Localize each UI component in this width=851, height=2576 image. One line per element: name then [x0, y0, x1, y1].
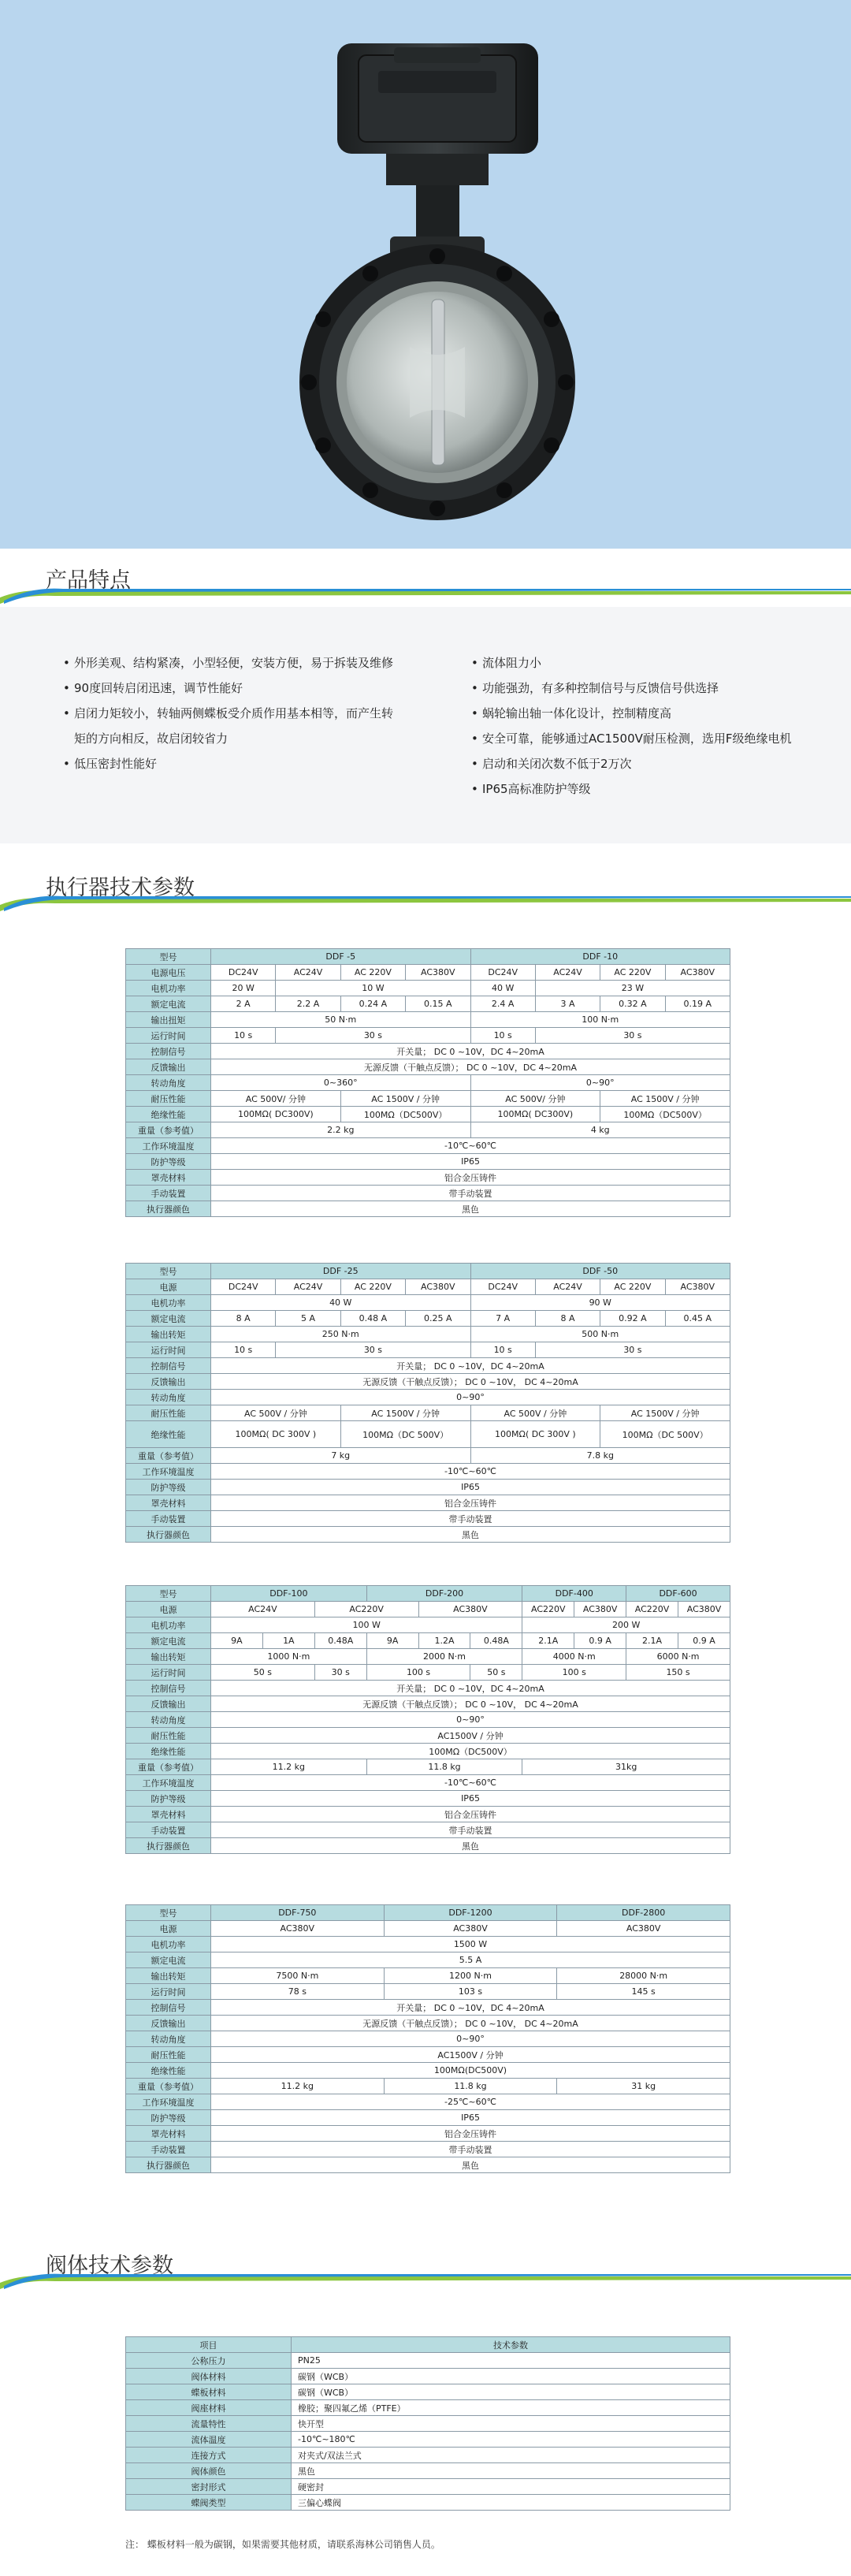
cell: 10 s	[470, 1028, 535, 1044]
row-label: 型号	[126, 1905, 211, 1921]
row-label: 转动角度	[126, 2031, 211, 2047]
valve-body-spec-table	[125, 2336, 730, 2511]
cell: 100MΩ（DC500V）	[211, 1744, 730, 1759]
row-label: 耐压性能	[126, 1091, 211, 1107]
cell: -10℃~60℃	[211, 1464, 730, 1480]
row-label: 控制信号	[126, 1358, 211, 1374]
row-label: 执行器颜色	[126, 1838, 211, 1854]
spec-table-ddf5-ddf10	[125, 948, 730, 1217]
row-label: 阀体材料	[126, 2369, 292, 2384]
cell: 2.1A	[522, 1633, 574, 1649]
cell: 快开型	[292, 2416, 730, 2432]
cell: 0~360°	[211, 1075, 471, 1091]
feature-item: • 启闭力矩较小，转轴两侧蝶板受介质作用基本相等，而产生转矩的方向相反，故启闭较省力	[63, 701, 402, 751]
model-cell: DDF-750	[211, 1905, 385, 1921]
cell: 78 s	[211, 1984, 385, 2000]
cell: 0.92 A	[600, 1311, 665, 1327]
cell: IP65	[211, 1154, 730, 1170]
cell: 0.9 A	[678, 1633, 730, 1649]
cell: 100 N·m	[470, 1012, 730, 1028]
row-label: 重量（参考值）	[126, 1122, 211, 1138]
row-label: 执行器颜色	[126, 1527, 211, 1543]
cell: 无源反馈（干触点反馈）； DC 0 ~10V，DC 4~20mA	[211, 1059, 730, 1075]
row-label: 转动角度	[126, 1075, 211, 1091]
cell: 硬密封	[292, 2479, 730, 2495]
cell: 橡胶；聚四氟乙烯（PTFE）	[292, 2400, 730, 2416]
cell: 碳钢（WCB）	[292, 2369, 730, 2384]
cell: 1000 N·m	[211, 1649, 367, 1665]
cell: 黑色	[211, 1527, 730, 1543]
cell: 50 N·m	[211, 1012, 471, 1028]
row-label: 防护等级	[126, 2110, 211, 2126]
cell: 2.1A	[626, 1633, 678, 1649]
cell: 10 s	[211, 1028, 276, 1044]
cell: AC 500V / 分钟	[470, 1405, 600, 1421]
row-label: 耐压性能	[126, 1405, 211, 1421]
cell: 11.8 kg	[384, 2079, 557, 2094]
cell: 2.2 A	[276, 996, 340, 1012]
butterfly-valve-illustration	[0, 0, 851, 549]
row-label: 工作环境温度	[126, 1138, 211, 1154]
cell: AC24V	[276, 1279, 340, 1295]
cell: 500 N·m	[470, 1327, 730, 1342]
cell: 0~90°	[211, 2031, 730, 2047]
cell: 7.8 kg	[470, 1448, 730, 1464]
cell: AC 220V	[340, 1279, 405, 1295]
cell: 无源反馈（干触点反馈）； DC 0 ~10V， DC 4~20mA	[211, 1696, 730, 1712]
cell: 100MΩ（DC 500V）	[600, 1421, 730, 1448]
cell: 10 W	[276, 981, 470, 996]
cell: 9A	[211, 1633, 263, 1649]
row-label: 电机功率	[126, 1937, 211, 1952]
cell: AC24V	[211, 1602, 315, 1617]
row-label: 手动装置	[126, 2142, 211, 2157]
row-label: 输出扭矩	[126, 1012, 211, 1028]
footnote: 注： 蝶板材料一般为碳钢，如果需要其他材质，请联系海林公司销售人员。	[125, 2539, 440, 2550]
cell: 带手动装置	[211, 1511, 730, 1527]
feature-item: • 蜗轮输出轴一体化设计，控制精度高	[471, 701, 792, 726]
row-label: 罩壳材料	[126, 1495, 211, 1511]
cell: 开关量； DC 0 ~10V，DC 4~20mA	[211, 1681, 730, 1696]
row-label: 输出转矩	[126, 1327, 211, 1342]
row-label: 绝缘性能	[126, 1107, 211, 1122]
feature-item: • 启动和关闭次数不低于2万次	[471, 751, 792, 776]
row-label: 转动角度	[126, 1712, 211, 1728]
cell: AC220V	[626, 1602, 678, 1617]
header-cell: 技术参数	[292, 2337, 730, 2353]
row-label: 蝶板材料	[126, 2384, 292, 2400]
feature-item: • 90度回转启闭迅速，调节性能好	[63, 676, 402, 701]
body-section-header	[0, 2245, 851, 2292]
cell: 150 s	[626, 1665, 730, 1681]
actuator-section-header	[0, 867, 851, 914]
cell: -10℃~180℃	[292, 2432, 730, 2448]
cell: 带手动装置	[211, 1186, 730, 1201]
cell: 10 s	[211, 1342, 276, 1358]
row-label: 连接方式	[126, 2448, 292, 2463]
cell: 0.48A	[314, 1633, 366, 1649]
cell: 对夹式/双法兰式	[292, 2448, 730, 2463]
cell: 7 kg	[211, 1448, 471, 1464]
cell: 100MΩ（DC500V）	[340, 1107, 470, 1122]
cell: 100 W	[211, 1617, 522, 1633]
cell: 100MΩ( DC 300V )	[211, 1421, 341, 1448]
row-label: 电机功率	[126, 981, 211, 996]
row-label: 运行时间	[126, 1665, 211, 1681]
cell: AC 1500V / 分钟	[340, 1091, 470, 1107]
row-label: 型号	[126, 1264, 211, 1279]
cell: AC380V	[574, 1602, 626, 1617]
cell: DC24V	[470, 965, 535, 981]
row-label: 转动角度	[126, 1390, 211, 1405]
row-label: 重量（参考值）	[126, 1448, 211, 1464]
cell: 50 s	[211, 1665, 315, 1681]
cell: 铝合金压铸件	[211, 1495, 730, 1511]
row-label: 工作环境温度	[126, 1775, 211, 1791]
row-label: 工作环境温度	[126, 2094, 211, 2110]
cell: 0~90°	[470, 1075, 730, 1091]
cell: 无源反馈（干触点反馈）； DC 0 ~10V， DC 4~20mA	[211, 2016, 730, 2031]
model-cell: DDF-400	[522, 1586, 626, 1602]
cell: 三偏心蝶阀	[292, 2495, 730, 2511]
cell: AC 1500V / 分钟	[600, 1405, 730, 1421]
cell: 5 A	[276, 1311, 340, 1327]
cell: 10 s	[470, 1342, 535, 1358]
cell: -25℃~60℃	[211, 2094, 730, 2110]
features-section-header	[0, 560, 851, 607]
cell: AC380V	[384, 1921, 557, 1937]
cell: AC380V	[665, 965, 730, 981]
row-label: 防护等级	[126, 1791, 211, 1807]
cell: DC24V	[470, 1279, 535, 1295]
cell: 90 W	[470, 1295, 730, 1311]
row-label: 额定电流	[126, 996, 211, 1012]
cell: 100MΩ（DC500V）	[600, 1107, 730, 1122]
cell: 0.48 A	[340, 1311, 405, 1327]
cell: 30 s	[314, 1665, 366, 1681]
cell: 31kg	[522, 1759, 730, 1775]
row-label: 控制信号	[126, 1044, 211, 1059]
cell: 50 s	[470, 1665, 522, 1681]
features-right-column	[471, 650, 792, 802]
row-label: 防护等级	[126, 1480, 211, 1495]
cell: 铝合金压铸件	[211, 1807, 730, 1822]
row-label: 控制信号	[126, 1681, 211, 1696]
cell: AC 220V	[340, 965, 405, 981]
row-label: 绝缘性能	[126, 1744, 211, 1759]
row-label: 运行时间	[126, 1028, 211, 1044]
cell: 开关量； DC 0 ~10V，DC 4~20mA	[211, 2000, 730, 2016]
row-label: 绝缘性能	[126, 1421, 211, 1448]
row-label: 型号	[126, 949, 211, 965]
cell: 40 W	[211, 1295, 471, 1311]
row-label: 电源	[126, 1602, 211, 1617]
cell: 0.32 A	[600, 996, 665, 1012]
cell: DC24V	[211, 1279, 276, 1295]
cell: AC 500V/ 分钟	[211, 1091, 341, 1107]
row-label: 电机功率	[126, 1617, 211, 1633]
row-label: 电机功率	[126, 1295, 211, 1311]
model-cell: DDF-100	[211, 1586, 367, 1602]
cell: AC380V	[406, 965, 470, 981]
cell: 0.24 A	[340, 996, 405, 1012]
cell: 30 s	[535, 1028, 730, 1044]
cell: 1500 W	[211, 1937, 730, 1952]
row-label: 型号	[126, 1586, 211, 1602]
cell: 31 kg	[557, 2079, 730, 2094]
model-cell: DDF -25	[211, 1264, 471, 1279]
cell: 40 W	[470, 981, 535, 996]
cell: AC 220V	[600, 1279, 665, 1295]
row-label: 蝶阀类型	[126, 2495, 292, 2511]
cell: 开关量； DC 0 ~10V，DC 4~20mA	[211, 1358, 730, 1374]
row-label: 流体温度	[126, 2432, 292, 2448]
row-label: 手动装置	[126, 1511, 211, 1527]
cell: 250 N·m	[211, 1327, 471, 1342]
row-label: 耐压性能	[126, 2047, 211, 2063]
row-label: 执行器颜色	[126, 1201, 211, 1217]
features-left-column	[63, 650, 402, 776]
cell: AC24V	[276, 965, 340, 981]
cell: 2.4 A	[470, 996, 535, 1012]
cell: AC220V	[314, 1602, 418, 1617]
cell: AC380V	[557, 1921, 730, 1937]
cell: 100MΩ( DC300V)	[211, 1107, 341, 1122]
cell: 103 s	[384, 1984, 557, 2000]
cell: -10℃~60℃	[211, 1138, 730, 1154]
row-label: 执行器颜色	[126, 2157, 211, 2173]
section-title: 产品特点	[46, 568, 131, 593]
row-label: 罩壳材料	[126, 1170, 211, 1186]
cell: 30 s	[276, 1028, 470, 1044]
row-label: 控制信号	[126, 2000, 211, 2016]
row-label: 绝缘性能	[126, 2063, 211, 2079]
cell: AC24V	[535, 965, 600, 981]
row-label: 阀座材料	[126, 2400, 292, 2416]
features-panel	[0, 607, 851, 843]
cell: 0.48A	[470, 1633, 522, 1649]
cell: AC 1500V / 分钟	[600, 1091, 730, 1107]
row-label: 工作环境温度	[126, 1464, 211, 1480]
cell: 1.2A	[418, 1633, 470, 1649]
section-title: 执行器技术参数	[46, 876, 195, 900]
cell: 100MΩ( DC300V)	[470, 1107, 600, 1122]
section-title: 阀体技术参数	[46, 2254, 173, 2278]
row-label: 反馈输出	[126, 1374, 211, 1390]
model-cell: DDF-600	[626, 1586, 730, 1602]
row-label: 反馈输出	[126, 1696, 211, 1712]
cell: 5.5 A	[211, 1952, 730, 1968]
cell: AC380V	[665, 1279, 730, 1295]
cell: 黑色	[292, 2463, 730, 2479]
row-label: 公称压力	[126, 2353, 292, 2369]
row-label: 手动装置	[126, 1822, 211, 1838]
cell: IP65	[211, 2110, 730, 2126]
feature-item: • IP65高标准防护等级	[471, 776, 792, 802]
cell: 铝合金压铸件	[211, 1170, 730, 1186]
cell: 100MΩ（DC 500V）	[340, 1421, 470, 1448]
cell: 20 W	[211, 981, 276, 996]
cell: 1A	[262, 1633, 314, 1649]
cell: 黑色	[211, 2157, 730, 2173]
cell: AC380V	[211, 1921, 385, 1937]
row-label: 罩壳材料	[126, 1807, 211, 1822]
cell: 1200 N·m	[384, 1968, 557, 1984]
cell: AC380V	[406, 1279, 470, 1295]
model-cell: DDF-1200	[384, 1905, 557, 1921]
cell: 碳钢（WCB）	[292, 2384, 730, 2400]
cell: 2.2 kg	[211, 1122, 471, 1138]
cell: 6000 N·m	[626, 1649, 730, 1665]
cell: AC 500V/ 分钟	[470, 1091, 600, 1107]
model-cell: DDF-2800	[557, 1905, 730, 1921]
model-cell: DDF -5	[211, 949, 471, 965]
row-label: 重量（参考值）	[126, 2079, 211, 2094]
cell: 9A	[366, 1633, 418, 1649]
cell: AC380V	[418, 1602, 522, 1617]
spec-table-ddf100-ddf600	[125, 1585, 730, 1854]
row-label: 电源	[126, 1279, 211, 1295]
cell: 黑色	[211, 1201, 730, 1217]
row-label: 反馈输出	[126, 2016, 211, 2031]
row-label: 额定电流	[126, 1311, 211, 1327]
feature-item: • 低压密封性能好	[63, 751, 402, 776]
row-label: 运行时间	[126, 1342, 211, 1358]
model-cell: DDF -10	[470, 949, 730, 965]
cell: 145 s	[557, 1984, 730, 2000]
cell: -10℃~60℃	[211, 1775, 730, 1791]
row-label: 电源	[126, 1921, 211, 1937]
cell: 4 kg	[470, 1122, 730, 1138]
cell: 30 s	[535, 1342, 730, 1358]
cell: AC1500V / 分钟	[211, 1728, 730, 1744]
row-label: 耐压性能	[126, 1728, 211, 1744]
row-label: 防护等级	[126, 1154, 211, 1170]
cell: AC 1500V / 分钟	[340, 1405, 470, 1421]
cell: 8 A	[535, 1311, 600, 1327]
cell: 23 W	[535, 981, 730, 996]
row-label: 阀体颜色	[126, 2463, 292, 2479]
model-cell: DDF-200	[366, 1586, 522, 1602]
cell: 0.25 A	[406, 1311, 470, 1327]
model-cell: DDF -50	[470, 1264, 730, 1279]
feature-item: • 外形美观、结构紧凑，小型轻便，安装方便，易于拆装及维修	[63, 650, 402, 676]
cell: IP65	[211, 1480, 730, 1495]
row-label: 运行时间	[126, 1984, 211, 2000]
cell: 黑色	[211, 1838, 730, 1854]
cell: 200 W	[522, 1617, 730, 1633]
cell: 8 A	[211, 1311, 276, 1327]
product-hero-image	[0, 0, 851, 549]
cell: 2000 N·m	[366, 1649, 522, 1665]
row-label: 重量（参考值）	[126, 1759, 211, 1775]
cell: 0~90°	[211, 1712, 730, 1728]
row-label: 手动装置	[126, 1186, 211, 1201]
cell: 0.9 A	[574, 1633, 626, 1649]
cell: AC 220V	[600, 965, 665, 981]
cell: 4000 N·m	[522, 1649, 626, 1665]
cell: 7500 N·m	[211, 1968, 385, 1984]
cell: AC380V	[678, 1602, 730, 1617]
cell: AC220V	[522, 1602, 574, 1617]
cell: 100MΩ( DC 300V )	[470, 1421, 600, 1448]
row-label: 罩壳材料	[126, 2126, 211, 2142]
cell: IP65	[211, 1791, 730, 1807]
spec-table-ddf750-ddf2800	[125, 1904, 730, 2173]
cell: 7 A	[470, 1311, 535, 1327]
cell: 0.45 A	[665, 1311, 730, 1327]
cell: 100MΩ(DC500V)	[211, 2063, 730, 2079]
cell: 100 s	[522, 1665, 626, 1681]
feature-item: • 流体阻力小	[471, 650, 792, 676]
row-label: 额定电流	[126, 1952, 211, 1968]
feature-item: • 安全可靠，能够通过AC1500V耐压检测，选用F级绝缘电机	[471, 726, 792, 751]
cell: 带手动装置	[211, 1822, 730, 1838]
row-label: 输出转矩	[126, 1649, 211, 1665]
cell: 无源反馈（干触点反馈）； DC 0 ~10V， DC 4~20mA	[211, 1374, 730, 1390]
cell: 11.2 kg	[211, 1759, 367, 1775]
cell: 2 A	[211, 996, 276, 1012]
row-label: 电源电压	[126, 965, 211, 981]
cell: 0.15 A	[406, 996, 470, 1012]
cell: AC1500V / 分钟	[211, 2047, 730, 2063]
cell: DC24V	[211, 965, 276, 981]
cell: PN25	[292, 2353, 730, 2369]
row-label: 输出转矩	[126, 1968, 211, 1984]
cell: 带手动装置	[211, 2142, 730, 2157]
cell: AC 500V / 分钟	[211, 1405, 341, 1421]
row-label: 额定电流	[126, 1633, 211, 1649]
row-label: 流量特性	[126, 2416, 292, 2432]
cell: 11.8 kg	[366, 1759, 522, 1775]
cell: 0.19 A	[665, 996, 730, 1012]
spec-table-ddf25-ddf50	[125, 1263, 730, 1543]
cell: 100 s	[366, 1665, 470, 1681]
cell: 开关量； DC 0 ~10V，DC 4~20mA	[211, 1044, 730, 1059]
cell: 0~90°	[211, 1390, 730, 1405]
cell: 28000 N·m	[557, 1968, 730, 1984]
row-label: 反馈输出	[126, 1059, 211, 1075]
cell: 3 A	[535, 996, 600, 1012]
header-cell: 项目	[126, 2337, 292, 2353]
cell: AC24V	[535, 1279, 600, 1295]
feature-item: • 功能强劲，有多种控制信号与反馈信号供选择	[471, 676, 792, 701]
cell: 铝合金压铸件	[211, 2126, 730, 2142]
cell: 30 s	[276, 1342, 470, 1358]
cell: 11.2 kg	[211, 2079, 385, 2094]
row-label: 密封形式	[126, 2479, 292, 2495]
